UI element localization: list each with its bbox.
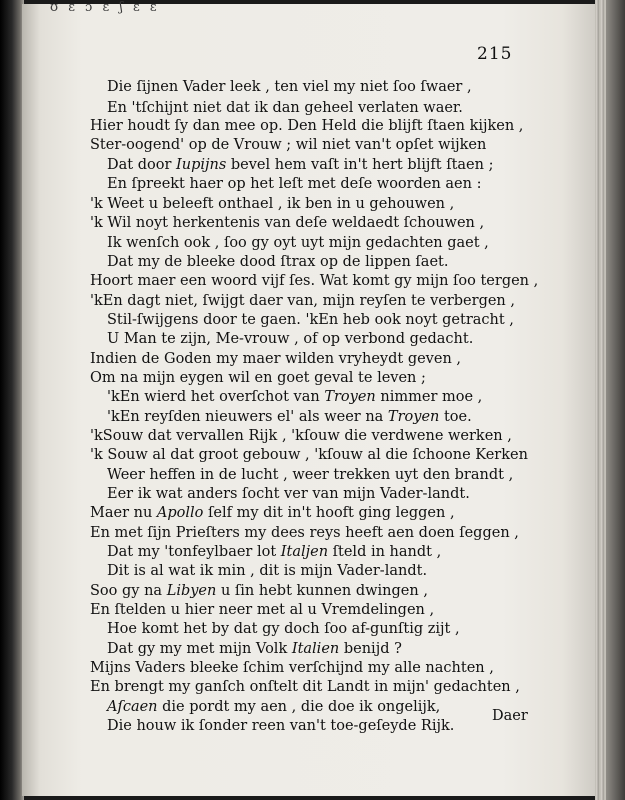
- verse-line: [90, 272, 538, 290]
- verse-text: ſteld in handt ,: [328, 544, 442, 560]
- verse-text: En met ſijn Prieſters my dees reys heeft aen doen ſeggen ,: [90, 525, 519, 541]
- verse-text: Weer heffen in de lucht , weer trekken uyt den brandt ,: [107, 467, 514, 483]
- verse-line: [107, 408, 472, 426]
- verse-text: nimmer moe ,: [375, 389, 483, 405]
- verse-text: En ſtelden u hier neer met al u Vremdelingen ,: [90, 602, 435, 618]
- verse-line: [90, 601, 434, 619]
- italic-name: Troyen: [387, 409, 440, 425]
- verse-text: Hier houdt ſy dan mee op. Den Held die blijft ſtaen kijken ,: [90, 118, 524, 134]
- verse-line: [107, 311, 514, 329]
- verse-text: Dat door: [107, 157, 176, 173]
- italic-name: Italien: [291, 641, 340, 657]
- verse-line: [90, 678, 520, 696]
- verse-text: 'k Wil noyt herkentenis van deſe weldaedt ſchouwen ,: [90, 215, 485, 231]
- verse-line: [107, 543, 441, 561]
- verse-text: Stil-ſwijgens door te gaen. 'kEn heb ook noyt getracht ,: [107, 312, 514, 328]
- verse-line: [90, 427, 512, 445]
- verse-line: [107, 388, 482, 406]
- verse-line: [107, 156, 493, 174]
- verse-line: [90, 582, 428, 600]
- verse-text: Die ſijnen Vader leek , ten viel my niet ſoo ſwaer ,: [107, 79, 472, 95]
- verse-text: Dit is al wat ik min , dit is mijn Vader-landt.: [107, 563, 428, 579]
- italic-name: Aſcaen: [107, 699, 158, 715]
- verse-line: [107, 485, 470, 503]
- verse-text: bevel hem vaſt in't hert blijft ſtaen ;: [226, 157, 494, 173]
- verse-text: Eer ik wat anders ſocht ver van mijn Vader-landt.: [107, 486, 470, 502]
- verse-text: Soo gy na: [90, 583, 167, 599]
- verse-line: [90, 524, 519, 542]
- verse-text: 'k Souw al dat groot gebouw , 'kſouw al die ſchoone Kerken: [90, 447, 528, 463]
- verse-text: 'kEn dagt niet, ſwijgt daer van, mijn reyſen te verbergen ,: [90, 293, 515, 309]
- verse-text: U Man te zijn, Me-vrouw , of op verbond gedacht.: [107, 331, 474, 347]
- italic-name: Iupijns: [176, 157, 227, 173]
- verse-text: toe.: [439, 409, 472, 425]
- verse-line: [90, 195, 454, 213]
- italic-name: Troyen: [324, 389, 376, 405]
- verse-text: 'kEn reyſden nieuwers el' als weer na: [107, 409, 388, 425]
- verse-text: benijd ?: [339, 641, 402, 657]
- verse-text: Mijns Vaders bleeke ſchim verſchijnd my alle nachten ,: [90, 660, 494, 676]
- verse-line: [90, 659, 494, 677]
- verse-line: [107, 698, 440, 716]
- verse-line: [90, 214, 484, 232]
- verse-text: En brengt my ganſch onſtelt dit Landt in mijn' gedachten ,: [90, 679, 520, 695]
- verse-line: [107, 99, 463, 117]
- verse-line: [107, 717, 454, 735]
- verse-text: En ſpreekt haer op het leſt met deſe woorden aen :: [107, 176, 482, 192]
- verse-text: En 'tſchijnt niet dat ik dan geheel verlaten waer.: [107, 100, 463, 116]
- verse-text: die pordt my aen , die doe ik ongelijk,: [157, 699, 441, 715]
- verse-text: Indien de Goden my maer wilden vryheydt geven ,: [90, 351, 462, 367]
- verse-text: Hoe komt het by dat gy doch ſoo af-gunſtig zijt ,: [107, 621, 460, 637]
- verse-line: [90, 136, 486, 154]
- verse-text: ſelf my dit in't hooft ging leggen ,: [203, 505, 455, 521]
- verse-text: Dat my 'tonfeylbaer lot: [107, 544, 281, 560]
- verse-line: [107, 175, 481, 193]
- verse-text: Maer nu: [90, 505, 157, 521]
- verse-line: [107, 78, 472, 96]
- italic-name: Libyen: [166, 583, 217, 599]
- verse-line: [90, 117, 523, 135]
- verse-line: [90, 350, 461, 368]
- verse-text: Dat gy my met mijn Volk: [107, 641, 292, 657]
- verse-text: Die houw ik ſonder reen van't toe-geſeyde Rijk.: [107, 718, 455, 734]
- verse-line: [107, 620, 460, 638]
- verse-line: [90, 292, 515, 310]
- verse-line: [90, 446, 528, 464]
- verse-text: 'k Weet u beleeft onthael , ik ben in u gehouwen ,: [90, 196, 455, 212]
- italic-name: Italjen: [280, 544, 329, 560]
- top-edge-fragment: ʊ ɛ ɔ ɛ ʃ ɛ ɛ: [50, 0, 160, 14]
- verse-text: 'kSouw dat vervallen Rijk , 'kſouw die verdwene werken ,: [90, 428, 512, 444]
- verse-text: u ſin hebt kunnen dwingen ,: [216, 583, 428, 599]
- verse-text: Dat my de bleeke dood ſtrax op de lippen ſaet.: [107, 254, 449, 270]
- verse-line: [107, 253, 448, 271]
- verse-line: [107, 640, 402, 658]
- verse-line: [107, 330, 473, 348]
- verse-text: 'kEn wierd het overſchot van: [107, 389, 325, 405]
- verse-line: [90, 369, 426, 387]
- verse-line: [90, 504, 455, 522]
- verse-text: Ster-oogend' op de Vrouw ; wil niet van't opſet wijken: [90, 137, 487, 153]
- verse-line: [107, 562, 427, 580]
- verse-line: [107, 234, 489, 252]
- verse-text: Hoort maer een woord vijf ſes. Wat komt gy mijn ſoo tergen ,: [90, 273, 539, 289]
- page-number: 215: [477, 44, 513, 64]
- italic-name: Apollo: [156, 505, 204, 521]
- verse-text: Om na mijn eygen wil en goet geval te leven ;: [90, 370, 426, 386]
- verse-line: [107, 466, 513, 484]
- verse-text: Ik wenſch ook , ſoo gy oyt uyt mijn gedachten gaet ,: [107, 235, 489, 251]
- catchword: Daer: [492, 708, 528, 724]
